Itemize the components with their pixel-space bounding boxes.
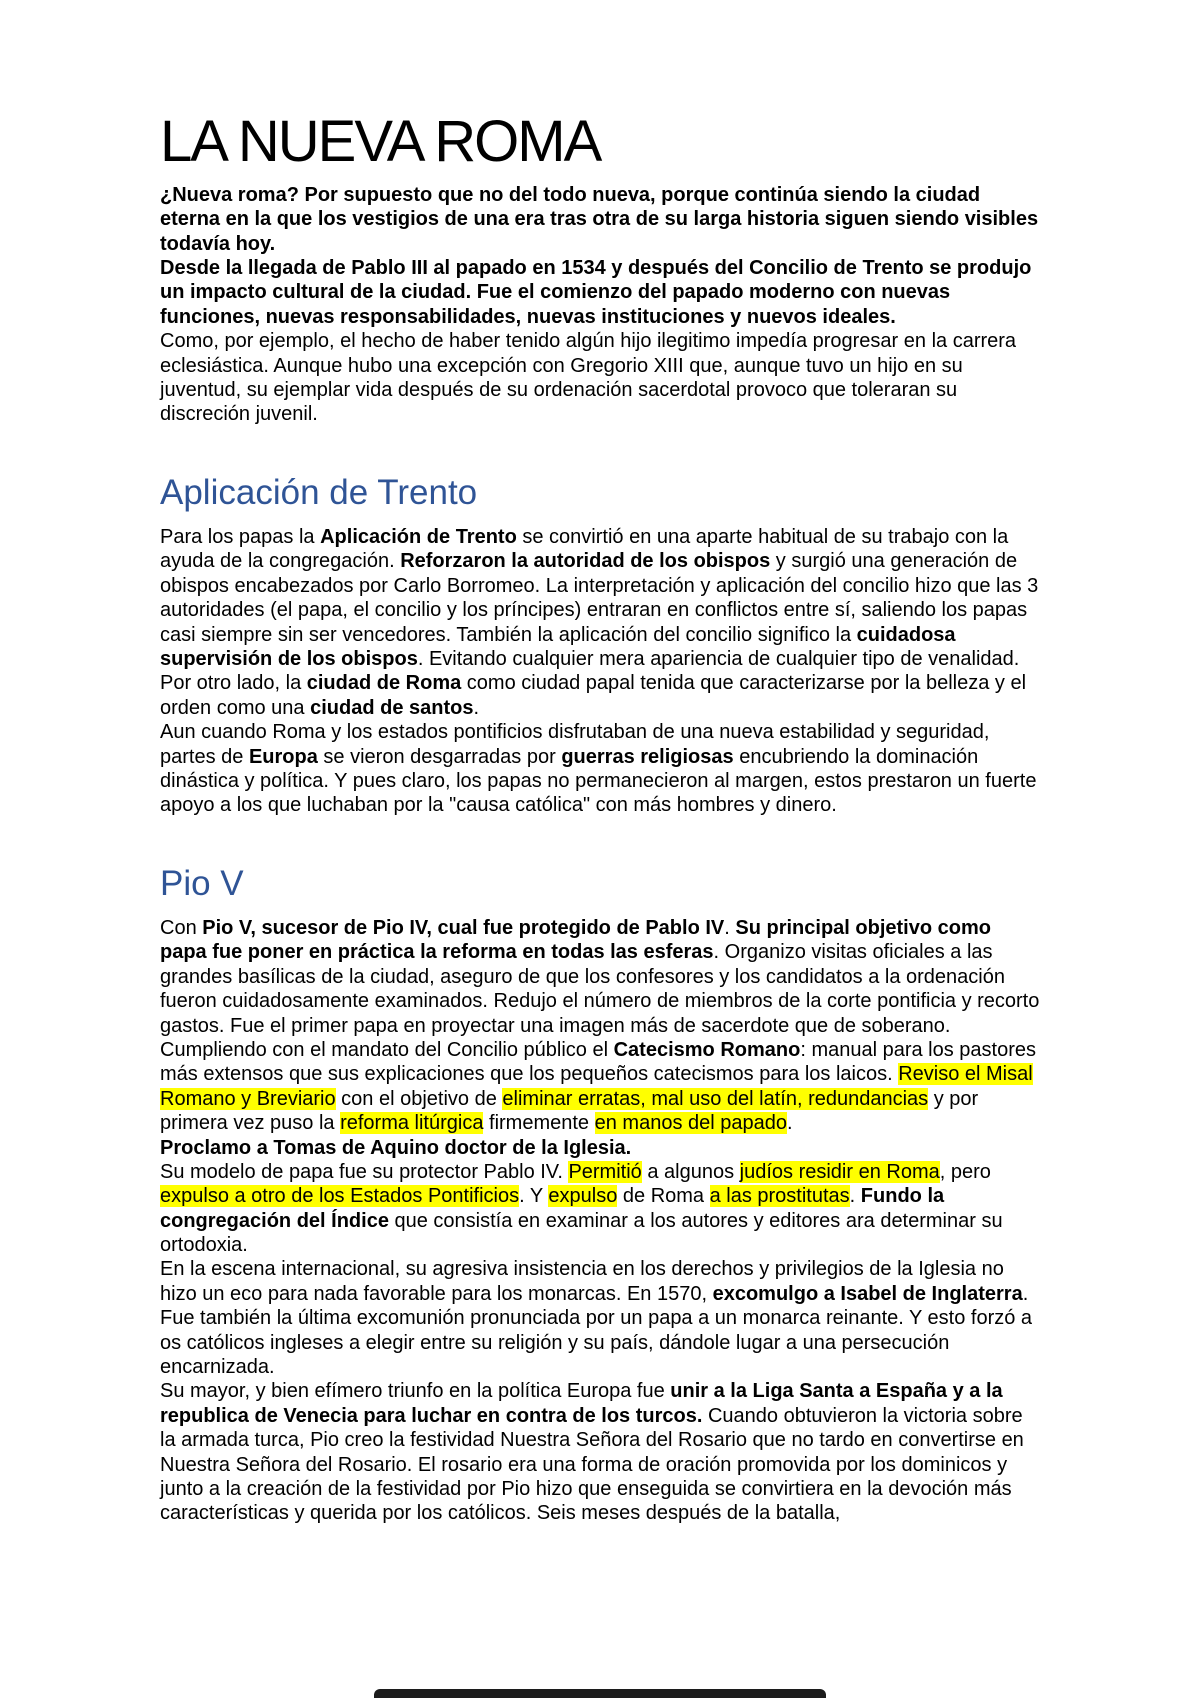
text-run: Pio V, sucesor de Pio IV, cual fue protegido de Pablo IV	[202, 916, 725, 939]
text-run: .	[473, 696, 480, 719]
text-run: .	[849, 1185, 861, 1208]
paragraph	[160, 256, 1040, 329]
text-run: Catecismo Romano	[613, 1038, 801, 1061]
text-run: Aplicación de Trento	[320, 526, 517, 549]
text-run: En la escena internacional, su agresiva insistencia en los derechos y privilegios de la Iglesia no hizo un eco para nada favorable para los monarcas. En 1570,	[160, 1258, 1004, 1305]
text-run: judíos residir en Roma	[739, 1160, 940, 1183]
text-run: , pero	[939, 1160, 991, 1183]
text-run: guerras religiosas	[561, 745, 734, 768]
text-run: Para los papas la	[160, 526, 321, 549]
text-run: . Evitando cualquier mera apariencia de cualquier tipo de venalidad. Por otro lado, la	[160, 648, 1020, 695]
paragraph	[160, 1160, 1040, 1258]
text-run: . Y	[519, 1185, 549, 1208]
text-run: Permitió	[568, 1160, 642, 1183]
text-run: Fundo la congregación del Índice	[160, 1185, 945, 1232]
text-run: se convirtió en una aparte habitual de su trabajo con la ayuda de la congregación.	[160, 526, 1009, 573]
paragraph	[160, 720, 1040, 818]
text-run: Cumpliendo con el mandato del Concilio público el	[160, 1038, 614, 1061]
paragraph	[160, 916, 1040, 1038]
text-run: y por primera vez puso la	[160, 1087, 979, 1135]
text-run: Aun cuando Roma y los estados pontificios disfrutaban de una nueva estabilidad y seguridad, partes de	[160, 721, 990, 768]
text-run: expulso	[548, 1185, 618, 1208]
bottom-toolbar-edge	[374, 1689, 826, 1698]
text-run: a las prostitutas	[709, 1185, 850, 1208]
text-run: eliminar erratas, mal uso del latín, redundancias	[502, 1087, 929, 1110]
text-run: ciudad de Roma	[306, 672, 462, 695]
section-heading: Pio V	[160, 863, 244, 903]
text-run: ciudad de santos	[310, 696, 474, 719]
text-run: Europa	[248, 745, 318, 768]
paragraph	[160, 329, 1040, 427]
paragraph	[160, 1257, 1040, 1379]
text-run: y surgió una generación de obispos encabezados por Carlo Borromeo. La interpretación y aplicación del concilio hizo que las 3 autoridades (el papa, el concilio y los príncipes) entraran en conflictos entre sí, saliendo los papas casi siempre sin ser vencedores. También la aplicación del concilio significo la	[160, 550, 1039, 646]
text-run: . Fue también la última excomunión pronunciada por un papa a un monarca reinante. Y esto forzó a os católicos ingleses a elegir entre su religión y su país, dándole lugar a una persecución encarnizada.	[160, 1282, 1033, 1379]
paragraph	[160, 1136, 1040, 1160]
document-title: LA NUEVA ROMA	[160, 109, 601, 174]
text-run: excomulgo a Isabel de Inglaterra	[712, 1282, 1023, 1305]
text-run: expulso a otro de los Estados Pontificios	[160, 1185, 520, 1208]
text-run: Con	[160, 916, 203, 939]
text-run: que consistía en examinar a los autores y editores ara determinar su ortodoxia.	[160, 1209, 1003, 1257]
paragraph	[160, 183, 1040, 256]
text-run: ¿Nueva roma? Por supuesto que no del todo nueva, porque continúa siendo la ciudad eterna en la que los vestigios de una era tras otra de su larga historia siguen siendo visibles todavía hoy.	[160, 183, 1039, 255]
text-run: a algunos	[641, 1160, 740, 1183]
text-run: . Organizo visitas oficiales a las grandes basílicas de la ciudad, aseguro de que los confesores y los candidatos a la ordenación fueron cuidadosamente examinados. Redujo el número de miembros de la corte pontificia y recorto gastos. Fue el primer papa en proyectar una imagen más de sacerdote que de soberano.	[160, 941, 1040, 1037]
text-run: Como, por ejemplo, el hecho de haber tenido algún hijo ilegitimo impedía progresar en la carrera eclesiástica. Aunque hubo una excepción con Gregorio XIII que, aunque tuvo un hijo en su juventud, su ejemplar vida después de su ordenación sacerdotal provoco que toleraran su discreción juvenil.	[160, 330, 1017, 426]
text-run: Cuando obtuvieron la victoria sobre la armada turca, Pio creo la festividad Nuestra Señora del Rosario que no tardo en convertirse en Nuestra Señora del Rosario. El rosario era una forma de oración promovida por los dominicos y junto a la creación de la festividad por Pio hizo que enseguida se convirtiera en la devoción más características y querida por los católicos. Seis meses después de la batalla,	[160, 1404, 1024, 1525]
text-run: .	[724, 916, 736, 939]
text-run: en manos del papado	[594, 1112, 787, 1135]
text-run: reforma litúrgica	[340, 1112, 484, 1135]
text-run: Su mayor, y bien efímero triunfo en la política Europa fue	[160, 1380, 671, 1403]
paragraph	[160, 1379, 1040, 1525]
text-run: Su principal objetivo como papa fue poner en práctica la reforma en todas las esferas	[160, 916, 991, 964]
text-run: .	[787, 1112, 793, 1135]
text-run: con el objetivo de	[335, 1087, 503, 1110]
text-run: Reviso el Misal Romano y Breviario	[160, 1063, 1033, 1110]
section-heading: Aplicación de Trento	[160, 472, 478, 512]
paragraph	[160, 525, 1040, 720]
text-run: Su modelo de papa fue su protector Pablo IV.	[160, 1160, 569, 1183]
paragraph	[160, 1038, 1040, 1136]
text-run: encubriendo la dominación dinástica y política. Y pues claro, los papas no permanecieron al margen, estos prestaron un fuerte apoyo a los que luchaban por la "causa católica" con más hombres y dinero.	[160, 745, 1037, 817]
text-run: cuidadosa supervisión de los obispos	[160, 623, 956, 670]
text-run: Proclamo a Tomas de Aquino doctor de la Iglesia.	[160, 1136, 632, 1159]
text-run: firmemente	[483, 1112, 595, 1135]
text-run: Reforzaron la autoridad de los obispos	[400, 550, 771, 573]
text-run: como ciudad papal tenida que caracterizarse por la belleza y el orden como una	[160, 672, 1027, 719]
text-run: de Roma	[617, 1185, 710, 1208]
text-run: unir a la Liga Santa a España y a la republica de Venecia para luchar en contra de los turcos.	[160, 1380, 1003, 1427]
text-run: se vieron desgarradas por	[317, 745, 562, 768]
text-run: Desde la llegada de Pablo III al papado en 1534 y después del Concilio de Trento se produjo un impacto cultural de la ciudad. Fue el comienzo del papado moderno con nuevas funciones, nuevas responsabilidades, nuevas instituciones y nuevos ideales.	[160, 257, 1032, 328]
text-run: : manual para los pastores más extensos que sus explicaciones que los pequeños catecismos para los laicos.	[160, 1038, 1037, 1086]
